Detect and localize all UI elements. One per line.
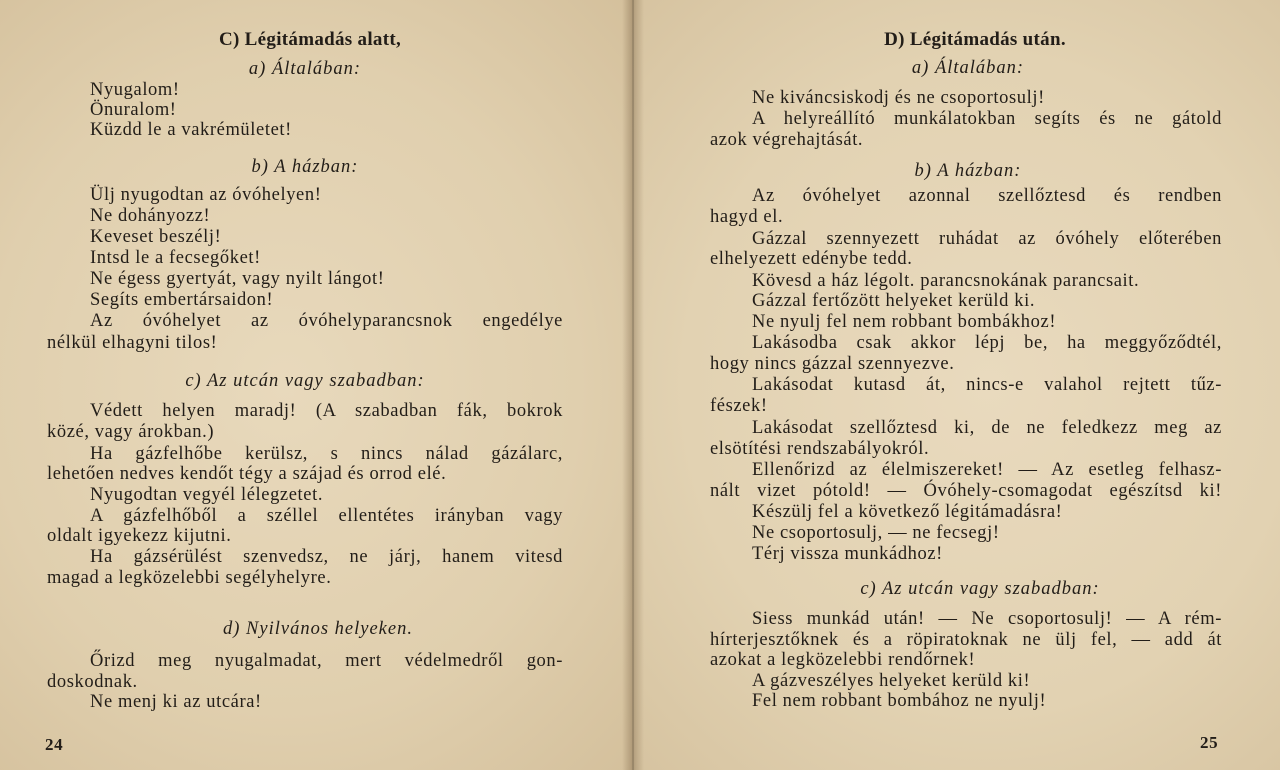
text-line: Készülj fel a következő légitámadásra! <box>752 502 1063 522</box>
text-line: hírterjesztőknek és a röpiratoknak ne ülj fel, — add át <box>710 630 1222 650</box>
text-line: Ne égess gyertyát, vagy nyilt lángot! <box>90 269 385 289</box>
text-line: Kövesd a ház légolt. parancsnokának parancsait. <box>752 271 1140 291</box>
text-line: Ha gázfelhőbe kerülsz, s nincs nálad gázálarc, <box>90 444 563 464</box>
text-line: Gázzal szennyezett ruhádat az óvóhely előterében <box>752 229 1222 249</box>
subheading: a) Általában: <box>248 59 362 79</box>
text-line: Fel nem robbant bombához ne nyulj! <box>752 691 1047 711</box>
text-line: Ne nyulj fel nem robbant bombákhoz! <box>752 312 1057 332</box>
book-gutter <box>622 0 644 770</box>
subheading: d) Nyilvános helyeken. <box>223 619 413 639</box>
text-line: Térj vissza munkádhoz! <box>752 544 943 564</box>
text-line: hogy nincs gázzal szennyezve. <box>710 354 955 374</box>
text-line: oldalt igyekezz kijutni. <box>47 526 232 546</box>
page-number: 25 <box>1200 733 1219 752</box>
text-line: hagyd el. <box>710 207 784 227</box>
text-line: elsötítési rendszabályokról. <box>710 439 930 459</box>
text-line: Védett helyen maradj! (A szabadban fák, bokrok <box>90 401 563 421</box>
text-line: Nyugalom! <box>90 80 180 100</box>
text-line: azok végrehajtását. <box>710 130 864 150</box>
text-line: fészek! <box>710 396 768 416</box>
section-title: D) Légitámadás után. <box>884 29 1066 50</box>
text-line: Önuralom! <box>90 100 177 120</box>
subheading: c) Az utcán vagy szabadban: <box>860 579 1100 599</box>
section-title: C) Légitámadás alatt, <box>218 29 402 50</box>
text-line: Ne csoportosulj, — ne fecsegj! <box>752 523 1000 543</box>
text-line: azokat a legközelebbi rendőrnek! <box>710 650 976 670</box>
text-line: magad a legközelebbi segélyhelyre. <box>47 568 332 588</box>
subheading: a) Általában: <box>911 58 1025 78</box>
text-line: Siess munkád után! — Ne csoportosulj! — A rém- <box>752 609 1222 629</box>
text-line: Küzdd le a vakrémületet! <box>90 120 292 140</box>
text-line: elhelyezett edénybe tedd. <box>710 249 913 269</box>
text-line: Az óvóhelyet azonnal szellőztesd és rendben <box>752 186 1222 206</box>
subheading: b) A házban: <box>914 161 1022 181</box>
text-line: Őrizd meg nyugalmadat, mert védelmedről gon- <box>90 651 563 671</box>
text-line: Lakásodat szellőztesd ki, de ne feledkezz meg az <box>752 418 1222 438</box>
text-line: Ellenőrizd az élelmiszereket! — Az esetleg felhasz- <box>752 460 1222 480</box>
text-line: Ne menj ki az utcára! <box>90 692 262 712</box>
text-line: A gázveszélyes helyeket kerüld ki! <box>752 671 1031 691</box>
text-line: Lakásodat kutasd át, nincs-e valahol rejtett tűz- <box>752 375 1222 395</box>
text-line: Ha gázsérülést szenvedsz, ne járj, hanem vitesd <box>90 547 563 567</box>
text-line: A gázfelhőből a széllel ellentétes irányban vagy <box>90 506 563 526</box>
text-line: Nyugodtan vegyél lélegzetet. <box>90 485 324 505</box>
subheading: b) A házban: <box>251 157 359 177</box>
text-line: Segíts embertársaidon! <box>90 290 274 310</box>
text-line: Lakásodba csak akkor lépj be, ha meggyőződtél, <box>752 333 1222 353</box>
page-number: 24 <box>45 735 64 754</box>
text-line: lehetően nedves kendőt tégy a szájad és orrod elé. <box>47 464 447 484</box>
text-line: Ülj nyugodtan az óvóhelyen! <box>90 185 322 205</box>
text-line: Ne dohányozz! <box>90 206 211 226</box>
text-line: Gázzal fertőzött helyeket kerüld ki. <box>752 291 1036 311</box>
text-line: Intsd le a fecsegőket! <box>90 248 261 268</box>
subheading: c) Az utcán vagy szabadban: <box>185 371 425 391</box>
text-line: közé, vagy árokban.) <box>47 422 215 442</box>
text-line: Az óvóhelyet az óvóhelyparancsnok engedélye <box>90 311 563 331</box>
text-line: doskodnak. <box>47 672 138 692</box>
text-line: nélkül elhagyni tilos! <box>47 333 218 353</box>
text-line: A helyreállító munkálatokban segíts és ne gátold <box>752 109 1222 129</box>
text-line: nált vizet pótold! — Óvóhely-csomagodat egészítsd ki! <box>710 481 1222 501</box>
text-line: Keveset beszélj! <box>90 227 222 247</box>
text-line: Ne kiváncsiskodj és ne csoportosulj! <box>752 88 1045 108</box>
